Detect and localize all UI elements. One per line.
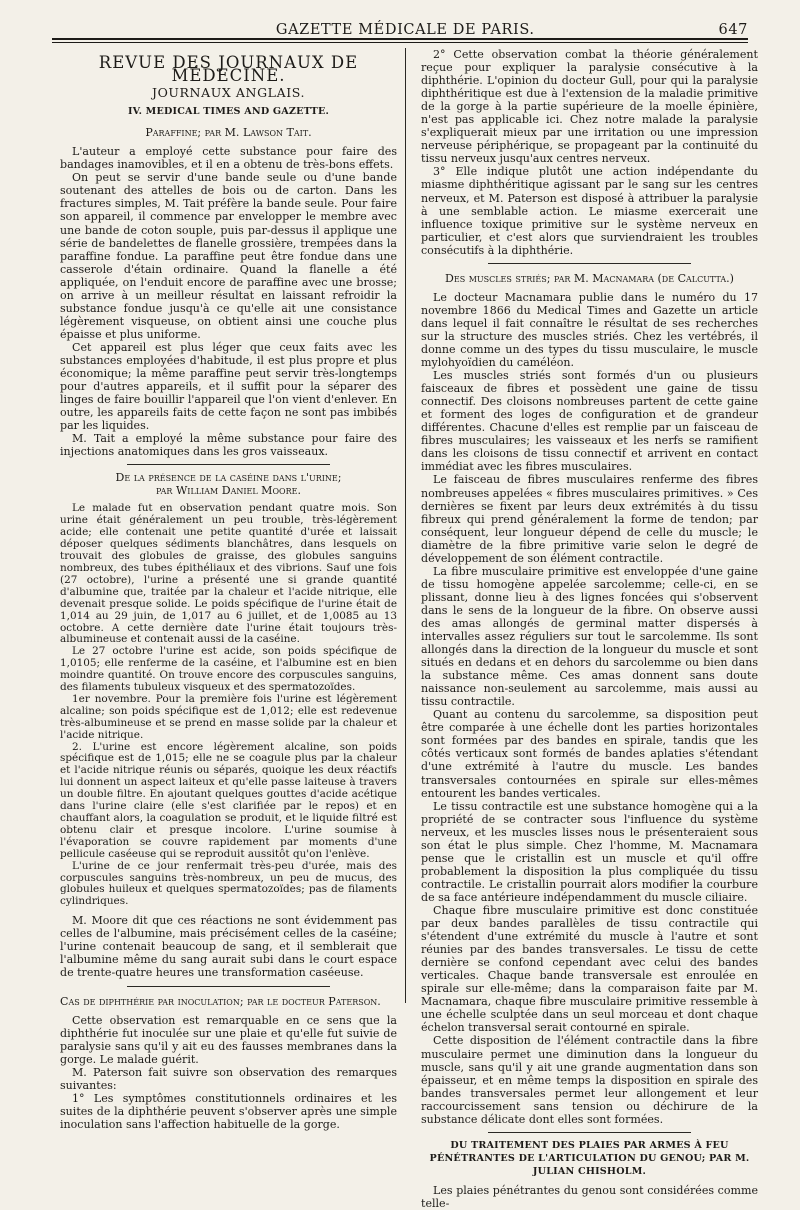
article-author-caseine: par William Daniel Moore. (155, 484, 301, 498)
right-column (421, 48, 758, 1210)
column-divider (405, 48, 406, 1003)
article-body-caseine (60, 503, 397, 908)
article-separator (488, 1132, 690, 1133)
left-column (60, 48, 397, 1131)
article-heading-caseine: De la présence de la caséine dans l'urine; (115, 471, 342, 485)
article-heading-muscles: Des muscles striés; par M. Macnamara (de Calcutta.) (445, 271, 734, 285)
masthead-title: REVUE DES JOURNAUX DE MÉDECINE. (98, 53, 359, 86)
paragraph: Quant au contenu du sarcolemme, sa disposition peut être comparée à une échelle dont les parties horizontales sont formées par des bandes en spirale, tandis que les côtés verticaux sont formés de bandes aplaties s'étendant d'une extrémité à l'autre du muscle. Les bandes transversales contournées en spirale sur elles-mêmes entourent les bandes verticales. (421, 708, 758, 800)
section-label: IV. MEDICAL TIMES AND GAZETTE. (127, 106, 330, 118)
paragraph: Les plaies pénétrantes du genou sont considérées comme telle- (421, 1183, 758, 1210)
paragraph: 2. L'urine est encore légèrement alcaline, son poids spécifique est de 1,015; elle ne se coagule plus par la chaleur et l'acide nitrique réunis ou séparés, quoique les deux réactifs lui donnent un aspect laiteux et qu'elle passe laiteuse à travers un double filtre. En ajoutant quelques gouttes d'acide acétique dans l'urine claire (elle s'est clarifiée par le repos) et en chauffant alors, la coagulation se produit, et le liquide filtré est obtenu clair et presque incolore. L'urine soumise à l'évaporation se couvre rapidement par moments d'une pellicule caséeuse qui se reproduit aussitôt qu'on l'enlève. (60, 740, 397, 860)
article-separator (127, 464, 329, 465)
paragraph: Cette disposition de l'élément contractile dans la fibre musculaire permet une diminution dans la longueur du muscle, sans qu'il y ait une grande augmentation dans son épaisseur, et en même temps la disposition en spirale des bandes transversales permet leur allongement et leur raccourcissement sans tension ou déchirure de la substance délicate dont elles sont formées. (421, 1034, 758, 1126)
page-number: 647 (718, 22, 748, 38)
paragraph: Le faisceau de fibres musculaires renferme des fibres nombreuses appelées « fibres musculaires primitives. » Ces dernières se fixent par leurs deux extrémités à du tissu fibreux qui prend généralement la forme de tendon; par conséquent, leur longueur dépend de celle du muscle; le diamètre de la fibre primitive varie selon le degré de développement de son élément contractile. (421, 473, 758, 565)
article-heading-plaies: DU TRAITEMENT DES PLAIES PAR ARMES À FEU PÉNÉTRANTES DE L'ARTICULATION DU GENOU; PAR M. JULIAN CHISHOLM. (429, 1139, 750, 1177)
paragraph: Le malade fut en observation pendant quatre mois. Son urine était généralement un peu trouble, très-légèrement acide; elle contenait une petite quantité d'urée et laissait déposer quelques sédiments blanchâtres, dans lesquels on trouvait des globules de graisse, des globules sanguins nombreux, des tubes épithéliaux et des vibrions. Sauf une fois (27 octobre), l'urine a présenté une si grande quantité d'albumine que, traitée par la chaleur et l'acide nitrique, elle devenait presque solide. Le poids spécifique de l'urine était de 1,014 au 29 juin, de 1,017 au 6 juillet, et de 1,0085 au 13 octobre. A cette dernière date l'urine était toujours très-albumineuse et contenait aussi de la caséine. (60, 502, 397, 646)
paragraph: M. Moore dit que ces réactions ne sont évidemment pas celles de l'albumine, mais précisément celles de la caséine; l'urine contenait beaucoup de sang, et il semblerait que l'albumine même du sang aurait subi dans le court espace de trente-quatre heures une transformation caséeuse. (60, 914, 397, 980)
paragraph: On peut se servir d'une bande seule ou d'une bande soutenant des attelles de bois ou de carton. Dans les fractures simples, M. Tait préfère la bande seule. Pour faire son appareil, il commence par envelopper le membre avec une bande de coton souple, puis par-dessus il applique une série de bandelettes de flanelle grossière, trempées dans la paraffine fondue. La paraffine peut être fondue dans une casserole d'étain ordinaire. Quand la flanelle a été appliquée, on l'enduit encore de paraffine avec une brosse; on arrive à un meilleur résultat en laissant refroidir la substance fondue jusqu'à ce qu'elle ait une consistance légèrement visqueuse, on obtient ainsi une couche plus épaisse et plus uniforme. (60, 171, 397, 341)
article-separator (127, 986, 329, 987)
paragraph: 3° Elle indique plutôt une action indépendante du miasme diphthéritique agissant par le sang sur les centres nerveux, et M. Paterson est disposé à attribuer la paralysie à une semblable action. Le miasme exercerait une influence toxique primitive sur le système nerveux en particulier, et c'est alors que surviendraient les troubles consécutifs à la diphthérie. (421, 165, 758, 257)
paragraph: Les muscles striés sont formés d'un ou plusieurs faisceaux de fibres et possèdent une gaine de tissu connectif. Des cloisons nombreuses partent de cette gaine et forment des loges de configuration et de grandeur différentes. Chacune d'elles est remplie par un faisceau de fibres musculaires; les vaisseaux et les nerfs se ramifient dans les cloisons de tissu connectif et arrivent en contact immédiat avec les fibres musculaires. (421, 369, 758, 474)
masthead-subtitle: JOURNAUX ANGLAIS. (151, 85, 306, 101)
header-rule (52, 38, 748, 40)
journal-title: GAZETTE MÉDICALE DE PARIS. (275, 22, 535, 38)
paragraph: Chaque fibre musculaire primitive est donc constituée par deux bandes parallèles de tissu contractile qui s'étendent d'une extrémité du muscle à l'autre et sont réunies par des bandes transversales. Le tissu de cette dernière se confond cependant avec celui des bandes verticales. Chaque bande transversale est enroulée en spirale sur elle-même; dans la comparaison faite par M. Macnamara, chaque fibre musculaire primitive ressemble à une échelle sculptée dans un seul morceau et dont chaque échelon transversal serait contourné en spirale. (421, 904, 758, 1035)
paragraph: M. Paterson fait suivre son observation des remarques suivantes: (60, 1065, 397, 1092)
paragraph: L'auteur a employé cette substance pour faire des bandages inamovibles, et il en a obtenu de très-bons effets. (60, 145, 397, 172)
paragraph: Le tissu contractile est une substance homogène qui a la propriété de se contracter sous l'influence du système nerveux, et les muscles lisses nous le présenteraient sous son état le plus simple. Chez l'homme, M. Macnamara pense que le cristallin est un muscle et qu'il offre probablement la disposition la plus compliquée du tissu contractile. Le cristallin pourrait alors modifier la courbure de sa face antérieure indépendamment du muscle ciliaire. (421, 799, 758, 904)
paragraph: 1er novembre. Pour la première fois l'urine est légèrement alcaline; son poids spécifique est de 1,012; elle est redevenue très-albumineuse et se prend en masse solide par la chaleur et l'acide nitrique. (60, 692, 397, 741)
article-heading-diphtherie: Cas de diphthérie par inoculation; par le docteur Paterson. (60, 994, 381, 1008)
paragraph: Le 27 octobre l'urine est acide, son poids spécifique de 1,0105; elle renferme de la caséine, et l'albumine est en bien moindre quantité. On trouve encore des corpuscules sanguins, des filaments tubuleux visqueux et des spermatozoïdes. (60, 645, 397, 694)
running-head (52, 18, 748, 38)
paragraph: M. Tait a employé la même substance pour faire des injections anatomiques dans les gros vaisseaux. (60, 432, 397, 459)
paragraph: 1° Les symptômes constitutionnels ordinaires et les suites de la diphthérie peuvent s'observer après une simple inoculation sans l'affection habituelle de la gorge. (60, 1091, 397, 1131)
paragraph: La fibre musculaire primitive est enveloppée d'une gaine de tissu homogène appelée sarcolemme; celle-ci, en se plissant, donne lieu à des lignes foncées qui s'observent dans le sens de la longueur de la fibre. On observe aussi des amas allongés de germinal matter dispersés à intervalles assez réguliers sur tout le sarcolemme. Ils sont allongés dans la direction de la longueur du muscle et sont situés en dedans et en dehors du sarcolemme ou bien dans la substance même. Ces amas donnent sans doute naissance non-seulement au sarcolemme, mais aussi au tissu contractile. (421, 564, 758, 709)
paragraph: L'urine de ce jour renfermait très-peu d'urée, mais des corpuscules sanguins très-nombreux, un peu de mucus, des globules huileux et quelques spermatozoïdes; pas de filaments cylindriques. (60, 859, 397, 908)
paragraph: 2° Cette observation combat la théorie généralement reçue pour expliquer la paralysie consécutive à la diphthérie. L'opinion du docteur Gull, pour qui la paralysie diphthéritique est due à l'extension de la maladie primitive de la gorge à la partie supérieure de la moelle épinière, n'est pas applicable ici. Chez notre malade la paralysie s'expliquerait mieux par une irritation ou une impression nerveuse périphérique, se propageant par la continuité du tissu nerveux jusqu'aux centres nerveux. (421, 48, 758, 166)
paragraph: Cette observation est remarquable en ce sens que la diphthérie fut inoculée sur une plaie et qu'elle fut suivie de paralysie sans qu'il y ait eu des fausses membranes dans la gorge. Le malade guérit. (60, 1013, 397, 1066)
paragraph: Cet appareil est plus léger que ceux faits avec les substances employées d'habitude, il est plus propre et plus économique; la même paraffine peut servir très-longtemps pour d'autres appareils, et il suffit pour la séparer des linges de faire bouillir l'appareil que l'on vient d'enlever. En outre, les appareils faits de cette façon ne sont pas imbibés par les liquides. (60, 340, 397, 433)
article-separator (488, 263, 690, 264)
article-heading-paraffine: Paraffine; par M. Lawson Tait. (145, 126, 312, 140)
paragraph: Le docteur Macnamara publie dans le numéro du 17 novembre 1866 du Medical Times and Gazette un article dans lequel il fait connaître le résultat de ses recherches sur la structure des muscles striés. Chez les vertébrés, il donne comme un des types du tissu musculaire, le muscle mylohyoïdien du caméléon. (421, 290, 758, 370)
header-rule-thin (52, 42, 748, 43)
